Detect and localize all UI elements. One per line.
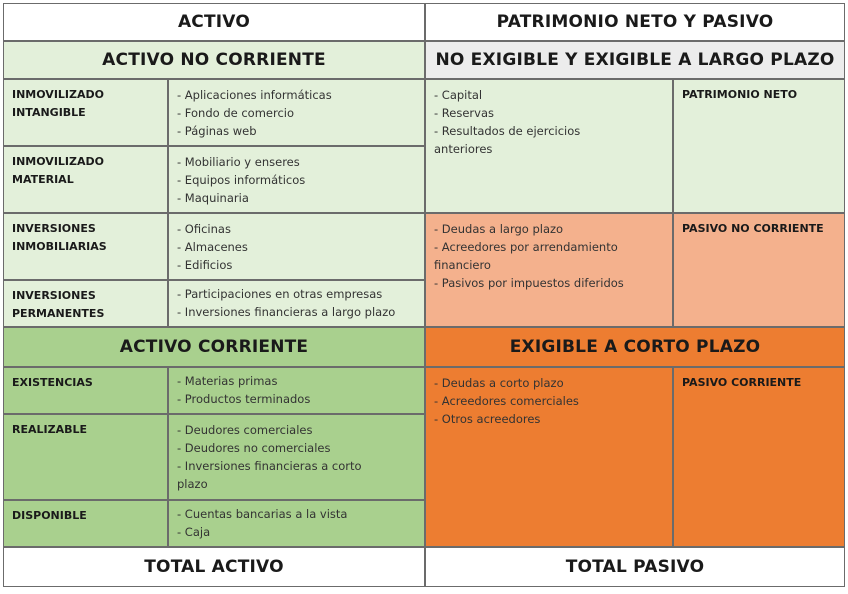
exigible-corto-plazo-title: EXIGIBLE A CORTO PLAZO (425, 327, 845, 367)
list-item: - Edificios (177, 258, 233, 272)
realizable-list (168, 414, 425, 500)
patrimonio-neto-label: PATRIMONIO NETO (673, 79, 845, 213)
existencias-list (168, 367, 425, 414)
activo-no-corriente-title: ACTIVO NO CORRIENTE (3, 41, 425, 79)
patrimonio-pasivo-title: PATRIMONIO NETO Y PASIVO (425, 3, 845, 41)
total-pasivo: TOTAL PASIVO (425, 547, 845, 587)
pasivo-no-corriente-label: PASIVO NO CORRIENTE (673, 213, 845, 327)
inversiones-permanentes-list (168, 280, 425, 327)
list-item: - Oficinas (177, 222, 231, 236)
pasivo-no-corriente-list (425, 213, 673, 327)
balance-sheet (3, 3, 845, 587)
list-item: - Inversiones financieras a corto plazo (177, 459, 362, 491)
list-item: - Fondo de comercio (177, 106, 295, 120)
inmovilizado-intangible-label: INMOVILIZADO INTANGIBLE (3, 79, 168, 146)
list-item: - Deudores comerciales (177, 423, 313, 437)
no-exigible-title: NO EXIGIBLE Y EXIGIBLE A LARGO PLAZO (425, 41, 845, 79)
disponible-list (168, 500, 425, 547)
inmovilizado-intangible-list (168, 79, 425, 146)
inversiones-inmobiliarias-label: INVERSIONES INMOBILIARIAS (3, 213, 168, 280)
list-item: - Inversiones financieras a largo plazo (177, 305, 396, 319)
patrimonio-neto-list (425, 79, 673, 213)
list-item: - Almacenes (177, 240, 248, 254)
list-item: - Páginas web (177, 124, 257, 138)
list-item: - Otros acreedores (434, 412, 541, 426)
inversiones-inmobiliarias-list (168, 213, 425, 280)
list-item: - Reservas (434, 106, 494, 120)
list-item: - Deudas a largo plazo (434, 222, 564, 236)
list-item: - Pasivos por impuestos diferidos (434, 276, 624, 290)
list-item: - Aplicaciones informáticas (177, 88, 332, 102)
activo-corriente-title: ACTIVO CORRIENTE (3, 327, 425, 367)
activo-title: ACTIVO (3, 3, 425, 41)
list-item: - Capital (434, 88, 483, 102)
list-item: - Maquinaria (177, 191, 249, 205)
pasivo-corriente-list (425, 367, 673, 547)
list-item: - Productos terminados (177, 392, 311, 406)
list-item: - Acreedores comerciales (434, 394, 579, 408)
existencias-label: EXISTENCIAS (3, 367, 168, 414)
list-item: - Mobiliario y enseres (177, 155, 300, 169)
list-item: - Cuentas bancarias a la vista (177, 507, 348, 521)
realizable-label: REALIZABLE (3, 414, 168, 500)
pasivo-corriente-label: PASIVO CORRIENTE (673, 367, 845, 547)
list-item: - Participaciones en otras empresas (177, 287, 383, 301)
inmovilizado-material-list (168, 146, 425, 213)
total-activo: TOTAL ACTIVO (3, 547, 425, 587)
inmovilizado-material-label: INMOVILIZADO MATERIAL (3, 146, 168, 213)
list-item: - Acreedores por arrendamiento financiero (434, 240, 618, 272)
list-item: - Materias primas (177, 374, 278, 388)
list-item: - Caja (177, 525, 211, 539)
inversiones-permanentes-label: INVERSIONES PERMANENTES (3, 280, 168, 327)
disponible-label: DISPONIBLE (3, 500, 168, 547)
list-item: - Deudas a corto plazo (434, 376, 564, 390)
list-item: - Deudores no comerciales (177, 441, 331, 455)
list-item: - Equipos informáticos (177, 173, 306, 187)
list-item: - Resultados de ejercicios anteriores (434, 124, 581, 156)
